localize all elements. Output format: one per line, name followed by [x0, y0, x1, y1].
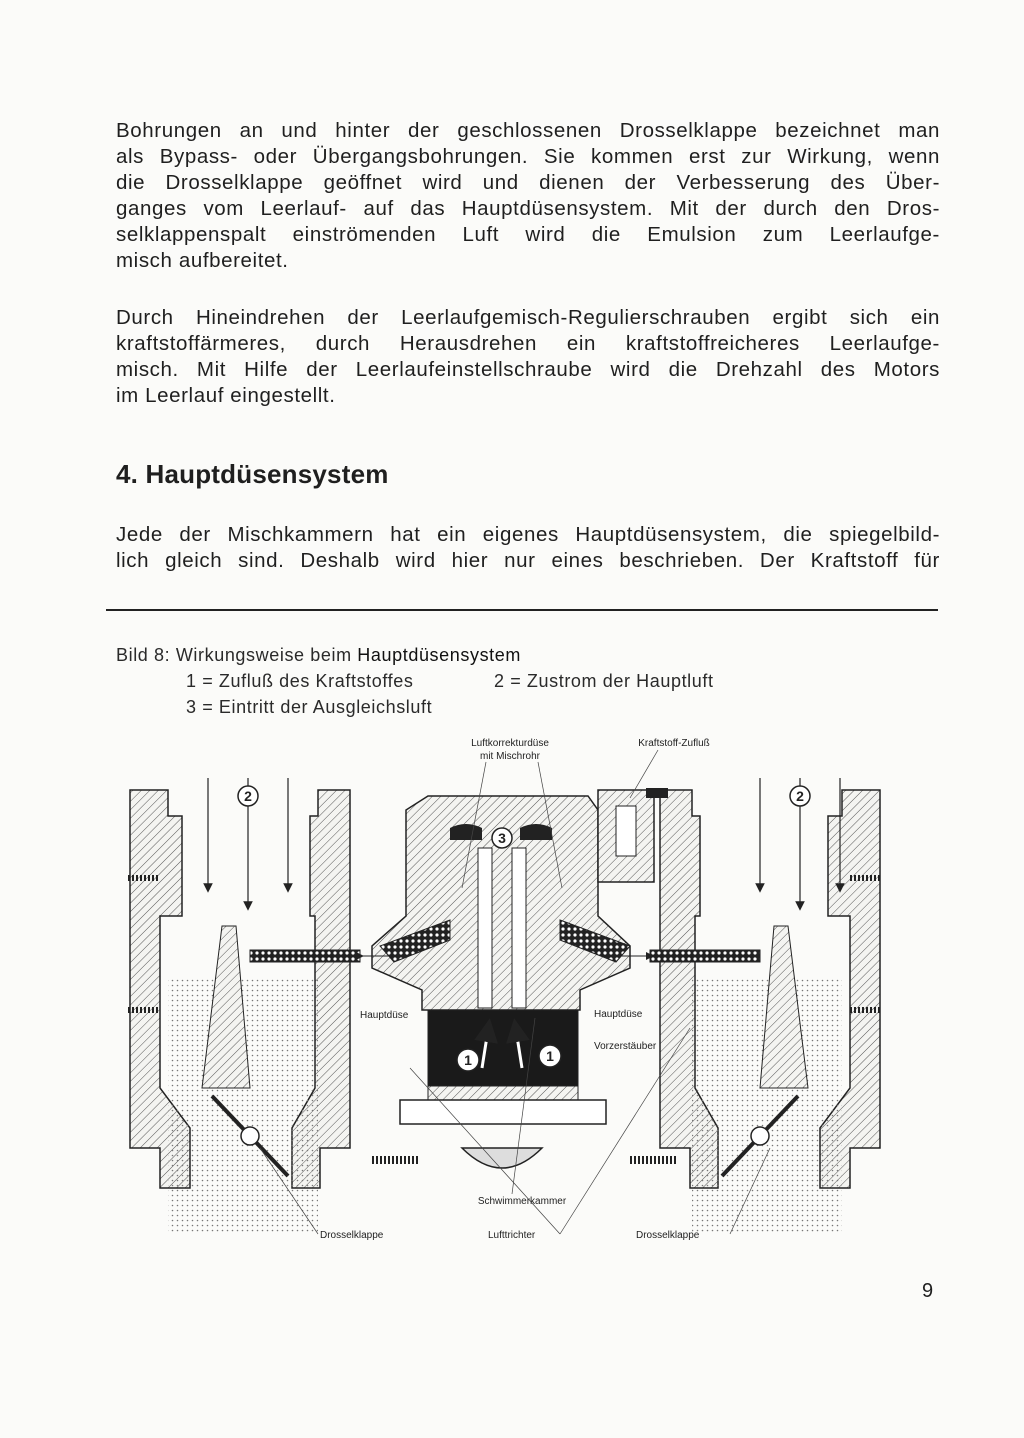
- paragraph-bypass: [116, 118, 940, 274]
- text-line: Jede der Mischkammern hat ein eigenes Hauptdüsensystem, die spiegelbild-: [116, 523, 940, 546]
- text-line: lich gleich sind. Deshalb wird hier nur eines beschrieben. Der Kraftstoff für: [116, 549, 940, 572]
- label-vorzerstaeuber: Vorzerstäuber: [594, 1041, 657, 1052]
- marker-1-right-label: 1: [546, 1048, 554, 1064]
- left-barrel: [128, 778, 360, 1233]
- section-heading: 4. Hauptdüsensystem: [116, 459, 389, 489]
- caption-item-1: 1 = Zufluß des Kraftstoffes: [186, 671, 414, 691]
- right-barrel: [650, 778, 882, 1233]
- label-luftkorrekturduese: Luftkorrekturdüse: [471, 738, 549, 749]
- label-kraftstoff-zufluss: Kraftstoff-Zufluß: [638, 738, 710, 749]
- text-line: Durch Hineindrehen der Leerlaufgemisch-Regulierschrauben ergibt sich ein: [116, 306, 940, 329]
- label-hauptduese-left: Hauptdüse: [360, 1010, 409, 1021]
- label-schwimmerkammer: Schwimmerkammer: [477, 1196, 567, 1207]
- carburetor-diagram: [110, 728, 900, 1248]
- text-line: kraftstoffärmeres, durch Herausdrehen ein kraftstoffreicheres Leerlaufge-: [116, 332, 940, 355]
- label-drosselklappe-left: Drosselklappe: [320, 1230, 384, 1241]
- caption-prefix: Bild 8: Wirkungsweise beim: [116, 645, 352, 665]
- text-line: als Bypass- oder Übergangsbohrungen. Sie kommen erst zur Wirkung, wenn: [116, 145, 940, 168]
- label-lufttrichter: Lufttrichter: [488, 1230, 536, 1241]
- marker-3-label: 3: [498, 830, 506, 846]
- text-line: ganges vom Leerlauf- auf das Hauptdüsensystem. Mit der durch den Dros-: [116, 197, 940, 220]
- label-mit-mischrohr: mit Mischrohr: [479, 751, 541, 762]
- marker-1-left-label: 1: [464, 1052, 472, 1068]
- text-line: im Leerlauf eingestellt.: [116, 384, 336, 407]
- caption-item-2: 2 = Zustrom der Hauptluft: [494, 671, 714, 691]
- caption-item-3: 3 = Eintritt der Ausgleichsluft: [186, 697, 433, 717]
- caption-title: Hauptdüsensystem: [357, 645, 521, 665]
- marker-2-left-label: 2: [244, 788, 252, 804]
- text-line: misch. Mit Hilfe der Leerlaufeinstellschraube wird die Drehzahl des Motors: [116, 358, 940, 381]
- text-line: Bohrungen an und hinter der geschlossenen Drosselklappe bezeichnet man: [116, 119, 940, 142]
- center-body: [360, 788, 678, 1168]
- footnote-divider: [106, 609, 938, 611]
- text-line: misch aufbereitet.: [116, 249, 289, 272]
- page-number: 9: [922, 1280, 934, 1302]
- label-hauptduese-right: Hauptdüse: [594, 1009, 643, 1020]
- text-line: selklappenspalt einströmenden Luft wird die Emulsion zum Leerlaufge-: [116, 223, 940, 246]
- marker-2-right-label: 2: [796, 788, 804, 804]
- paragraph-idle-mixture: [116, 305, 940, 409]
- paragraph-main-jet: [116, 522, 940, 574]
- label-drosselklappe-right: Drosselklappe: [636, 1230, 700, 1241]
- text-line: die Drosselklappe geöffnet wird und dienen der Verbesserung des Über-: [116, 171, 940, 194]
